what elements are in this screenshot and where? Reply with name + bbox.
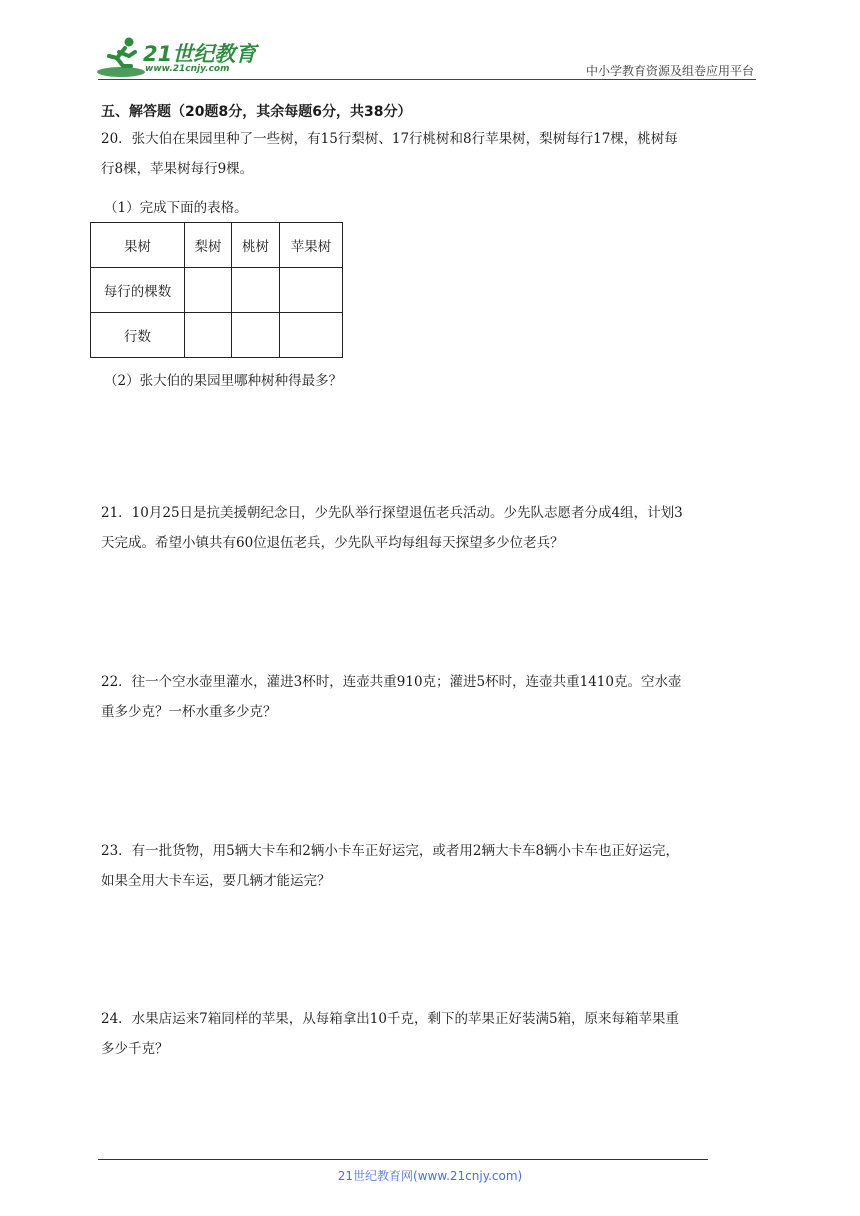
brand-url: www.21cnjy.com xyxy=(145,64,230,74)
table-cell xyxy=(280,313,343,358)
question-20-part-1: （1）完成下面的表格。 xyxy=(104,200,248,216)
question-line: 天完成。希望小镇共有60位退伍老兵，少先队平均每组每天探望多少位老兵？ xyxy=(101,535,564,551)
table-cell xyxy=(232,268,280,313)
table-row xyxy=(91,313,343,358)
table-header-row xyxy=(91,223,343,268)
question-line: 多少千克？ xyxy=(101,1041,169,1057)
table-cell xyxy=(232,313,280,358)
brand-name: 21世纪教育 xyxy=(143,42,257,66)
footer-divider xyxy=(98,1159,708,1160)
question-line: 重多少克？一杯水重多少克？ xyxy=(101,704,277,720)
question-line: 24．水果店运来7箱同样的苹果，从每箱拿出10千克，剩下的苹果正好装满5箱，原来每箱苹果重 xyxy=(101,1011,680,1027)
question-line: 如果全用大卡车运，要几辆才能运完？ xyxy=(101,873,331,889)
question-22 xyxy=(101,667,761,727)
question-24 xyxy=(101,1004,761,1064)
table-header-cell: 梨树 xyxy=(185,223,232,268)
table-row xyxy=(91,268,343,313)
table-cell xyxy=(185,268,232,313)
header-divider xyxy=(98,79,756,80)
question-20-part-2: （2）张大伯的果园里哪种树种得最多？ xyxy=(104,373,343,389)
question-21 xyxy=(101,498,761,558)
table-cell xyxy=(280,268,343,313)
question-23 xyxy=(101,836,761,896)
table-header-cell: 桃树 xyxy=(232,223,280,268)
section-title: 五、解答题（20题8分，其余每题6分，共38分） xyxy=(101,104,412,120)
orchard-table xyxy=(90,222,343,358)
footer-link[interactable]: 21世纪教育网(www.21cnjy.com) xyxy=(337,1169,523,1183)
table-header-cell: 果树 xyxy=(91,223,185,268)
question-line: 23．有一批货物，用5辆大卡车和2辆小卡车正好运完，或者用2辆大卡车8辆小卡车也正好运完， xyxy=(101,843,680,859)
question-20 xyxy=(101,124,761,184)
runner-logo-icon xyxy=(95,36,145,80)
table-header-cell: 苹果树 xyxy=(280,223,343,268)
table-row-label: 每行的棵数 xyxy=(91,268,185,313)
question-line: 20．张大伯在果园里种了一些树，有15行梨树、17行桃树和8行苹果树，梨树每行17棵，桃树每 xyxy=(101,131,678,147)
question-line: 行8棵，苹果树每行9棵。 xyxy=(101,161,254,177)
question-line: 22．往一个空水壶里灌水，灌进3杯时，连壶共重910克；灌进5杯时，连壶共重1410克。空水壶 xyxy=(101,674,682,690)
table-cell xyxy=(185,313,232,358)
table-row-label: 行数 xyxy=(91,313,185,358)
platform-title: 中小学教育资源及组卷应用平台 xyxy=(585,64,754,78)
question-line: 21．10月25日是抗美援朝纪念日，少先队举行探望退伍老兵活动。少先队志愿者分成4组，计划3 xyxy=(101,505,683,521)
